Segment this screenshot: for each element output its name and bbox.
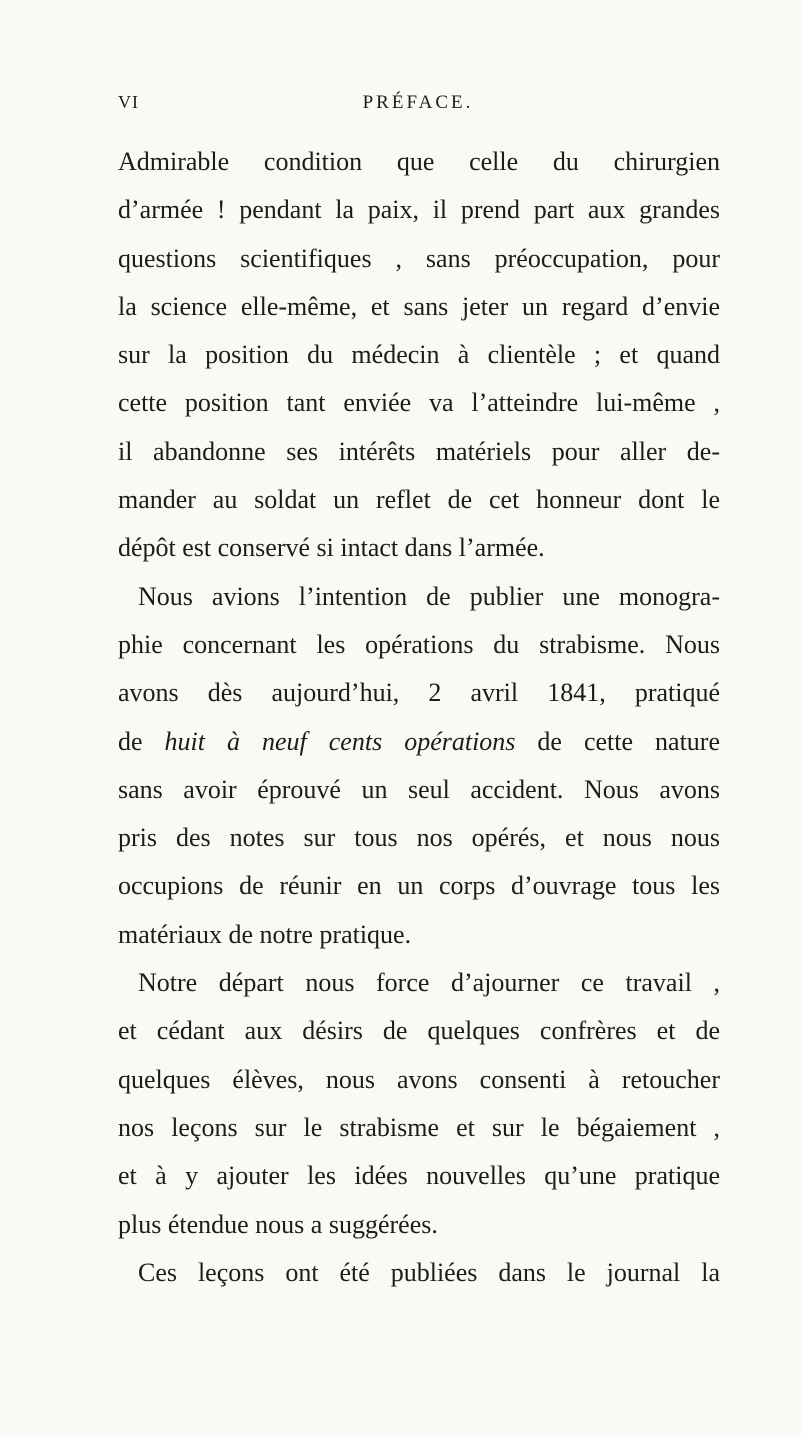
page-number: VI xyxy=(118,92,139,112)
text-line: dépôt est conservé si intact dans l’armée. xyxy=(118,533,545,563)
text-span: de cette nature xyxy=(515,726,720,756)
text-line xyxy=(118,720,720,768)
page-header xyxy=(118,92,718,122)
text-line: la science elle-même, et sans jeter un regard d’envie xyxy=(118,291,720,321)
text-line: pris des notes sur tous nos opérés, et nous nous xyxy=(118,823,720,853)
text-line: et cédant aux désirs de quelques confrères et de xyxy=(118,1016,720,1046)
text-line: mander au soldat un reflet de cet honneur dont le xyxy=(118,485,720,515)
text-line: d’armée ! pendant la paix, il prend part aux grandes xyxy=(118,195,720,225)
text-span: de xyxy=(118,726,165,756)
text-line: il abandonne ses intérêts matériels pour aller de- xyxy=(118,436,720,466)
text-line: avons dès aujourd’hui, 2 avril 1841, pratiqué xyxy=(118,678,720,708)
text-line: sans avoir éprouvé un seul accident. Nous avons xyxy=(118,774,720,804)
text-line: Admirable condition que celle du chirurgien xyxy=(118,147,720,176)
text-line: occupions de réunir en un corps d’ouvrage tous les xyxy=(118,871,720,901)
text-line: plus étendue nous a suggérées. xyxy=(118,1209,438,1239)
italic-phrase: huit à neuf cents opérations xyxy=(164,726,516,756)
text-line: sur la position du médecin à clientèle ; et quand xyxy=(118,340,720,370)
text-line: Notre départ nous force d’ajourner ce travail , xyxy=(138,968,720,998)
text-line: questions scientifiques , sans préoccupation, pour xyxy=(118,243,720,273)
text-line: matériaux de notre pratique. xyxy=(118,919,412,949)
text-line: et à y ajouter les idées nouvelles qu’une pratique xyxy=(118,1161,720,1191)
body-text xyxy=(118,140,720,1299)
text-line: Nous avions l’intention de publier une monogra- xyxy=(138,581,720,611)
text-line: nos leçons sur le strabisme et sur le bégaiement , xyxy=(118,1112,720,1142)
text-line: quelques élèves, nous avons consenti à retoucher xyxy=(118,1064,720,1094)
running-title: PRÉFACE. xyxy=(362,92,474,113)
text-line: phie concernant les opérations du strabisme. Nous xyxy=(118,629,720,659)
text-line: cette position tant enviée va l’atteindre lui-même , xyxy=(118,388,720,418)
text-line: Ces leçons ont été publiées dans le journal la xyxy=(138,1257,720,1287)
